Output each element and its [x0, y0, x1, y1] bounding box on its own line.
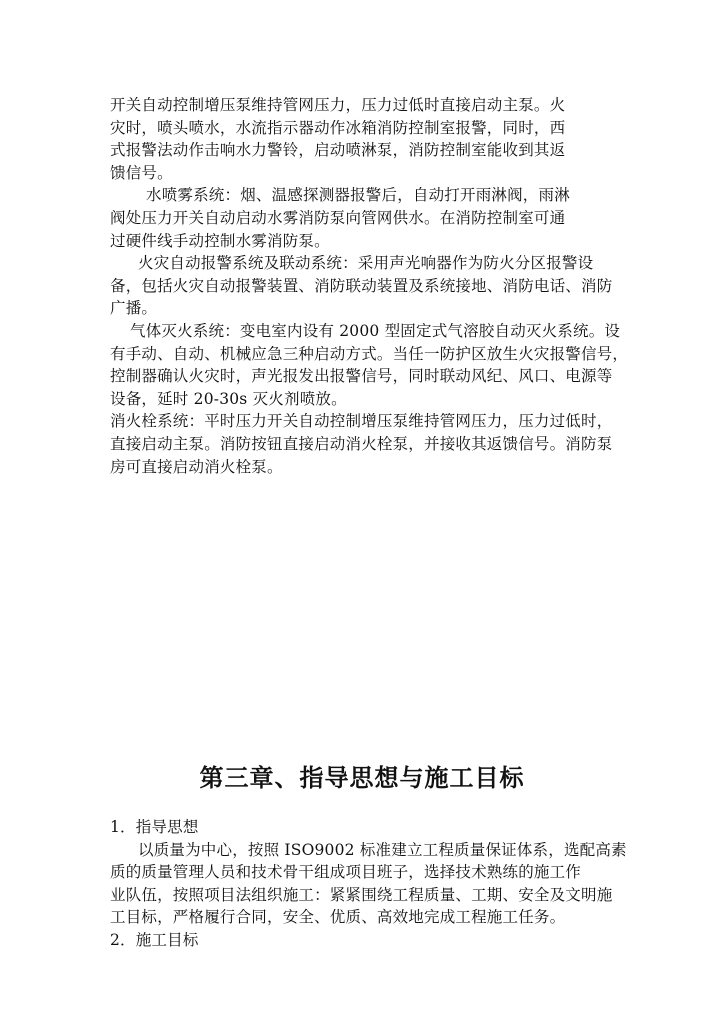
hydrant-system-paragraph: 消火栓系统：平时压力开关自动控制增压泵维持管网压力，压力过低时，: [110, 412, 613, 431]
text-line: 有手动、自动、机械应急三种启动方式。当任一防护区放生火灾报警信号，: [110, 344, 629, 363]
section-heading-construction-goals: 2．施工目标: [110, 930, 199, 949]
water-spray-system-paragraph: 水喷雾系统：烟、温感探测器报警后，自动打开雨淋阀，雨淋: [146, 186, 570, 205]
guiding-ideas-paragraph: 以质量为中心，按照 ISO9002 标准建立工程质量保证体系，选配高素: [138, 840, 627, 859]
text-line: 馈信号。: [110, 163, 173, 182]
text-line: 设备，延时 20-30s 灭火剂喷放。: [110, 389, 347, 408]
text-line: 控制器确认火灾时，声光报发出报警信号，同时联动风纪、风口、电源等: [110, 367, 613, 386]
chapter-title: 第三章、指导思想与施工目标: [199, 764, 525, 792]
text-line: 式报警法动作击响水力警铃，启动喷淋泵，消防控制室能收到其返: [110, 141, 566, 160]
text-line: 灾时，喷头喷水，水流指示器动作冰箱消防控制室报警，同时，西: [110, 118, 566, 137]
text-line: 工目标，严格履行合同，安全、优质、高效地完成工程施工任务。: [110, 908, 566, 927]
section-heading-guiding-ideas: 1．指导思想: [110, 818, 199, 836]
text-line: 房可直接启动消火栓泵。: [110, 457, 283, 476]
text-line: 过硬件线手动控制水雾消防泵。: [110, 231, 330, 250]
text-line: 广播。: [110, 299, 158, 318]
fire-alarm-system-paragraph: 火灾自动报警系统及联动系统：采用声光响器作为防火分区报警设: [138, 254, 594, 273]
text-line: 业队伍，按照项目法组织施工：紧紧围绕工程质量、工期、安全及文明施: [110, 885, 613, 904]
fire-protection-systems-text: [110, 94, 655, 478]
guiding-ideas-section: [110, 816, 655, 952]
text-line: 备，包括火灾自动报警装置、消防联动装置及系统接地、消防电话、消防: [110, 276, 613, 295]
text-line: 质的质量管理人员和技术骨干组成项目班子，选择技术熟练的施工作: [110, 863, 582, 882]
text-line: 直接启动主泵。消防按钮直接启动消火栓泵，并接收其返馈信号。消防泵: [110, 434, 613, 453]
gas-extinguishing-system-paragraph: 气体灭火系统：变电室内设有 2000 型固定式气溶胶自动灭火系统。设: [130, 321, 621, 340]
text-line: 阀处压力开关自动启动水雾消防泵向管网供水。在消防控制室可通: [110, 208, 566, 227]
text-line: 开关自动控制增压泵维持管网压力，压力过低时直接启动主泵。火: [110, 96, 566, 114]
